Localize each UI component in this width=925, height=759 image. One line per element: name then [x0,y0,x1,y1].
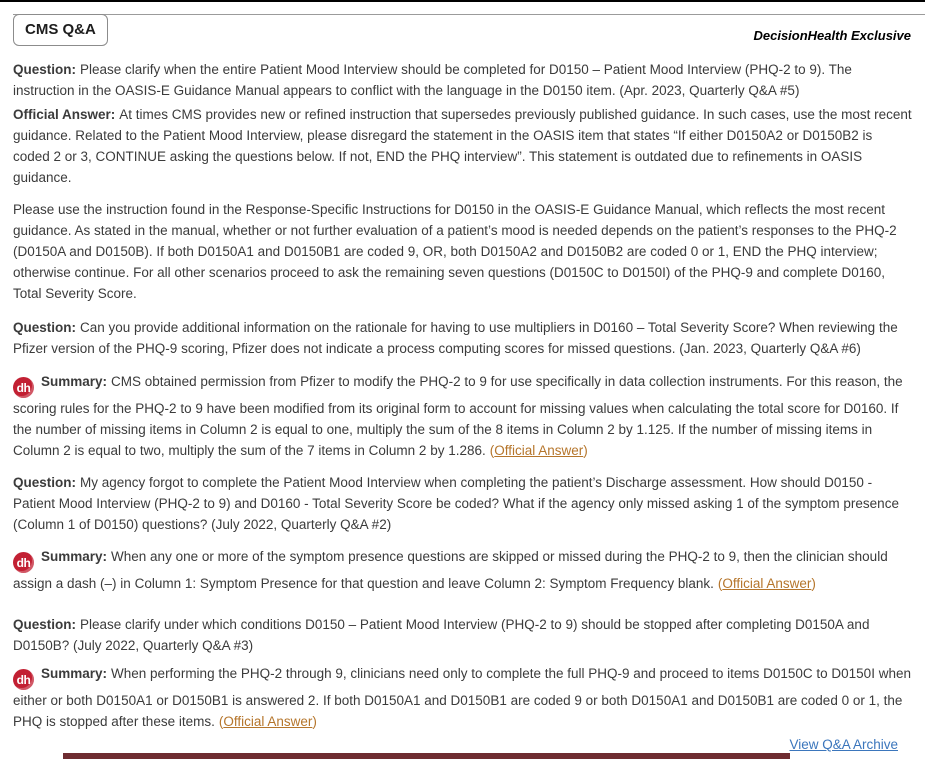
summary-label: Summary: [41,374,108,389]
dh-logo-text: dh [16,381,31,395]
question-paragraph [13,472,912,535]
decisionhealth-logo-icon [13,377,34,398]
view-qa-archive-link[interactable]: View Q&A Archive [789,737,898,752]
official-answer-text: At times CMS provides new or refined instruction that supersedes previously published guidance. In such cases, use the most recent guidance. Related to the Patient Mood Interview, please disregard the statement in the OASIS item that states “If either D0150A2 or D0150B2 is coded 2 or 3, CONTINUE asking the questions below. If not, END the PHQ interview”. This statement is outdated due to refinements in OASIS guidance. [13,107,912,185]
header [0,2,925,46]
question-label: Question: [13,475,76,490]
paren-close: ) [583,443,588,458]
question-label: Question: [13,320,76,335]
official-answer-paragraph [13,104,912,188]
exclusive-label: DecisionHealth Exclusive [753,28,911,43]
summary-text: When any one or more of the symptom presence questions are skipped or missed during the PHQ-2 to 9, then the clinician should assign a dash (–) in Column 1: Symptom Presence for that question and leave Column 2: Symptom Frequency blank. [13,549,888,591]
official-answer-link-wrap [490,443,588,458]
question-text: Please clarify when the entire Patient Mood Interview should be completed for D0150 – Patient Mood Interview (PHQ-2 to 9). The instruction in the OASIS-E Guidance Manual appears to conflict with the language in the D0150 item. (Apr. 2023, Quarterly Q&A #5) [13,62,852,98]
official-answer-link[interactable]: Official Answer [223,714,313,729]
tab-cms-qa[interactable]: CMS Q&A [13,14,108,46]
decisionhealth-logo-icon [13,669,34,690]
paren-close: ) [811,576,816,591]
official-answer-paragraph-2 [13,199,912,304]
summary-label: Summary: [41,549,108,564]
official-answer-label: Official Answer: [13,107,116,122]
question-paragraph [13,59,912,101]
bottom-bar [63,753,790,759]
dh-logo-text: dh [16,556,31,570]
question-paragraph [13,614,912,656]
decisionhealth-logo-icon [13,552,34,573]
footer [13,734,912,755]
question-label: Question: [13,62,76,77]
qa-content [0,59,925,755]
question-text: My agency forgot to complete the Patient Mood Interview when completing the patient’s Discharge assessment. How should D0150 - Patient Mood Interview (PHQ-2 to 9) and D0160 - Total Severity Score be coded? What if the agency only missed asking 1 of the symptom presence (Column 1 of D0150) questions? (July 2022, Quarterly Q&A #2) [13,475,899,532]
summary-paragraph [13,546,912,594]
official-answer-link-wrap [718,576,816,591]
official-answer-link-wrap [219,714,317,729]
header-rule-line [13,14,925,15]
official-answer-text-2: Please use the instruction found in the Response-Specific Instructions for D0150 in the OASIS-E Guidance Manual, which reflects the most recent guidance. As stated in the manual, whether or not further evaluation of a patient’s mood is needed depends on the patient’s responses to the PHQ-2 (D0150A and D0150B). If both D0150A1 and D0150B1 are coded 9, OR, both D0150A2 and D0150B2 are coded 0 or 1, END the PHQ interview; otherwise continue. For all other scenarios proceed to ask the remaining seven questions (D0150C to D0150I) of the PHQ-9 and complete D0160, Total Severity Score. [13,202,897,301]
paren-close: ) [312,714,317,729]
summary-paragraph [13,371,912,461]
paren-open: ( [489,443,495,458]
paren-open: ( [218,714,224,729]
question-paragraph [13,317,912,359]
summary-text: When performing the PHQ-2 through 9, clinicians need only to complete the full PHQ-9 and proceed to items D0150C to D0150I when either or both D0150A1 or D0150B1 is answered 2. If both D0150A1 and D0150B1 are coded 9 or both D0150A1 and D0150B1 are coded 0 or 1, the PHQ is stopped after these items. [13,666,911,729]
paren-open: ( [717,576,723,591]
question-text: Please clarify under which conditions D0150 – Patient Mood Interview (PHQ-2 to 9) should be stopped after completing D0150A and D0150B? (July 2022, Quarterly Q&A #3) [13,617,870,653]
official-answer-link[interactable]: Official Answer [494,443,584,458]
question-text: Can you provide additional information on the rationale for having to use multipliers in D0160 – Total Severity Score? When reviewing the Pfizer version of the PHQ-9 scoring, Pfizer does not indicate a process computing scores for missed questions. (Jan. 2023, Quarterly Q&A #6) [13,320,898,356]
summary-text: CMS obtained permission from Pfizer to modify the PHQ-2 to 9 for use specifically in data collection instruments. For this reason, the scoring rules for the PHQ-2 to 9 have been modified from its original form to account for missing values when calculating the total score for D0160. If the number of missing items in Column 2 is equal to one, multiply the sum of the 8 items in Column 2 by 1.125. If the number of missing items in Column 2 is equal to two, multiply the sum of the 7 items in Column 2 by 1.286. [13,374,903,458]
question-label: Question: [13,617,76,632]
summary-label: Summary: [41,666,108,681]
summary-paragraph [13,663,912,732]
dh-logo-text: dh [16,673,31,687]
official-answer-link[interactable]: Official Answer [722,576,812,591]
